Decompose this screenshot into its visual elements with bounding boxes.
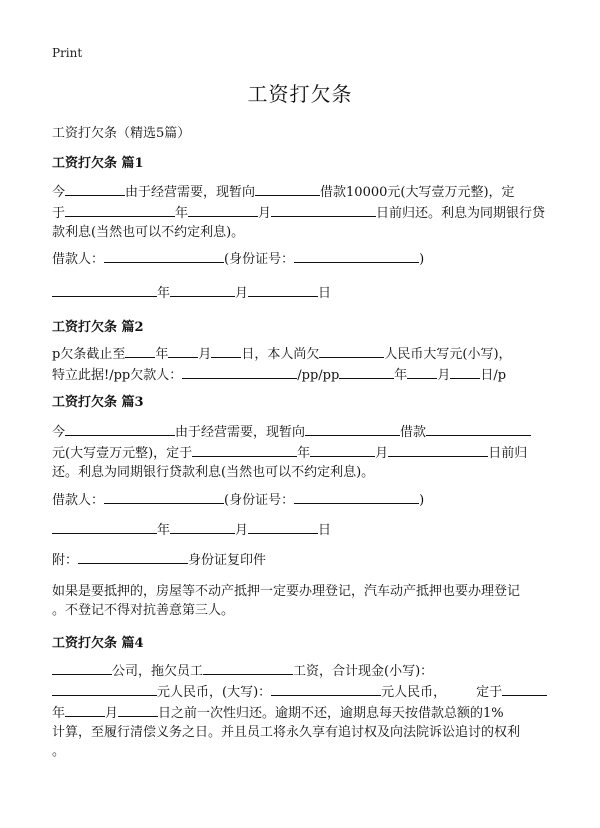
text: 身份证复印件 bbox=[188, 553, 267, 568]
text: p欠条截止至 bbox=[52, 347, 126, 362]
text: 月 bbox=[235, 523, 249, 538]
blank-line bbox=[170, 519, 235, 534]
text: 年 bbox=[297, 446, 311, 461]
section-3-heading: 工资打欠条 篇3 bbox=[52, 395, 144, 410]
blank-line bbox=[426, 421, 531, 436]
text: 特立此据!/pp欠款人： bbox=[52, 368, 183, 383]
blank-line bbox=[65, 702, 105, 717]
blank-line bbox=[52, 282, 157, 297]
text: 年 bbox=[157, 286, 171, 301]
blank-line bbox=[339, 364, 394, 379]
text: 借款 bbox=[400, 425, 427, 440]
text: 还。利息为同期银行贷款利息(当然也可以不约定利息)。 bbox=[52, 465, 375, 480]
text: 月 bbox=[258, 206, 272, 221]
section-1-borrower-line bbox=[52, 248, 552, 269]
text: 日前归还。利息为同期银行贷 bbox=[376, 206, 546, 221]
text: 日前归 bbox=[488, 446, 528, 461]
text: ) bbox=[419, 252, 425, 267]
blank-line bbox=[319, 343, 384, 358]
section-4-heading: 工资打欠条 篇4 bbox=[52, 636, 144, 651]
blank-line bbox=[211, 343, 241, 358]
text: 借款10000元(大写壹万元整)，定 bbox=[320, 185, 515, 200]
blank-line bbox=[78, 549, 188, 564]
blank-line bbox=[388, 442, 488, 457]
section-4-paragraph bbox=[52, 660, 552, 761]
blank-line bbox=[248, 519, 318, 534]
text: 月 bbox=[437, 368, 451, 383]
section-1-heading: 工资打欠条 篇1 bbox=[52, 156, 144, 171]
print-link[interactable]: Print bbox=[52, 46, 83, 60]
blank-line bbox=[170, 282, 235, 297]
blank-line bbox=[248, 282, 318, 297]
text: 人民币大写元(小写)， bbox=[384, 347, 512, 362]
text: 计算，至履行清偿义务之日。并且员工将永久享有追讨权及向法院诉讼追讨的权利 bbox=[52, 725, 521, 740]
blank-line bbox=[168, 343, 198, 358]
blank-line bbox=[407, 364, 437, 379]
text: 年 bbox=[155, 347, 169, 362]
text: 由于经营需要，现暂向 bbox=[125, 185, 256, 200]
text: 工资，合计现金(小写)： bbox=[293, 664, 434, 679]
text: 日 bbox=[318, 286, 332, 301]
text: 元人民币， bbox=[381, 685, 447, 700]
section-1-date-line bbox=[52, 282, 552, 303]
text: 月 bbox=[375, 446, 389, 461]
section-3-borrower-line bbox=[52, 489, 552, 510]
text: 由于经营需要，现暂向 bbox=[175, 425, 306, 440]
text: 元(大写壹万元整)，定于 bbox=[52, 446, 193, 461]
blank-line bbox=[52, 519, 157, 534]
blank-line bbox=[255, 181, 320, 196]
section-3-date-line bbox=[52, 519, 552, 540]
blank-line bbox=[65, 421, 175, 436]
text: 月 bbox=[105, 706, 119, 721]
blank-line bbox=[502, 681, 547, 696]
text: /pp/pp bbox=[297, 368, 340, 383]
text: 定于 bbox=[476, 685, 503, 700]
text: 今 bbox=[52, 425, 66, 440]
section-2-heading: 工资打欠条 篇2 bbox=[52, 320, 144, 335]
blank-line bbox=[52, 660, 112, 675]
blank-line bbox=[294, 489, 419, 504]
text: 日 bbox=[318, 523, 332, 538]
attachment-label: 附： bbox=[52, 553, 79, 568]
text: 。 bbox=[52, 744, 66, 759]
page-title: 工资打欠条 bbox=[247, 82, 353, 106]
section-3-note bbox=[52, 582, 552, 620]
text: 如果是要抵押的，房屋等不动产抵押一定要办理登记，汽车动产抵押也要办理登记 bbox=[52, 584, 521, 599]
borrower-label: 借款人： bbox=[52, 493, 105, 508]
section-1-paragraph bbox=[52, 181, 552, 242]
document-subtitle: 工资打欠条（精选5篇） bbox=[52, 126, 191, 141]
blank-line bbox=[104, 248, 224, 263]
text: 公司，拖欠员工 bbox=[112, 664, 204, 679]
blank-line bbox=[52, 681, 157, 696]
blank-line bbox=[271, 681, 381, 696]
blank-line bbox=[65, 181, 125, 196]
blank-line bbox=[125, 343, 155, 358]
text: 月 bbox=[235, 286, 249, 301]
text: 年 bbox=[394, 368, 408, 383]
text: 日，本人尚欠 bbox=[241, 347, 320, 362]
text: 日之前一次性归还。逾期不还，逾期息每天按借款总额的1% bbox=[158, 706, 504, 721]
text: 日/p bbox=[480, 368, 507, 383]
id-label: (身份证号： bbox=[224, 252, 295, 267]
blank-line bbox=[310, 442, 375, 457]
blank-line bbox=[203, 660, 293, 675]
blank-line bbox=[271, 202, 376, 217]
text: 款利息(当然也可以不约定利息)。 bbox=[52, 225, 245, 240]
blank-line bbox=[294, 248, 419, 263]
blank-line bbox=[305, 421, 400, 436]
blank-line bbox=[450, 364, 480, 379]
blank-line bbox=[188, 202, 258, 217]
id-label: (身份证号： bbox=[224, 493, 295, 508]
text: ) bbox=[419, 493, 425, 508]
text: 月 bbox=[198, 347, 212, 362]
text: 今 bbox=[52, 185, 66, 200]
section-3-paragraph bbox=[52, 421, 552, 482]
text: 年 bbox=[157, 523, 171, 538]
text: 。不登记不得对抗善意第三人。 bbox=[52, 603, 235, 618]
blank-line bbox=[104, 489, 224, 504]
borrower-label: 借款人： bbox=[52, 252, 105, 267]
text: 年 bbox=[175, 206, 189, 221]
text: 于 bbox=[52, 206, 66, 221]
text: 元人民币，(大写)： bbox=[157, 685, 272, 700]
blank-line bbox=[182, 364, 297, 379]
blank-line bbox=[192, 442, 297, 457]
blank-line bbox=[65, 202, 175, 217]
section-2-paragraph bbox=[52, 343, 552, 385]
section-3-attachment-line bbox=[52, 549, 552, 570]
text: 年 bbox=[52, 706, 66, 721]
blank-line bbox=[118, 702, 158, 717]
